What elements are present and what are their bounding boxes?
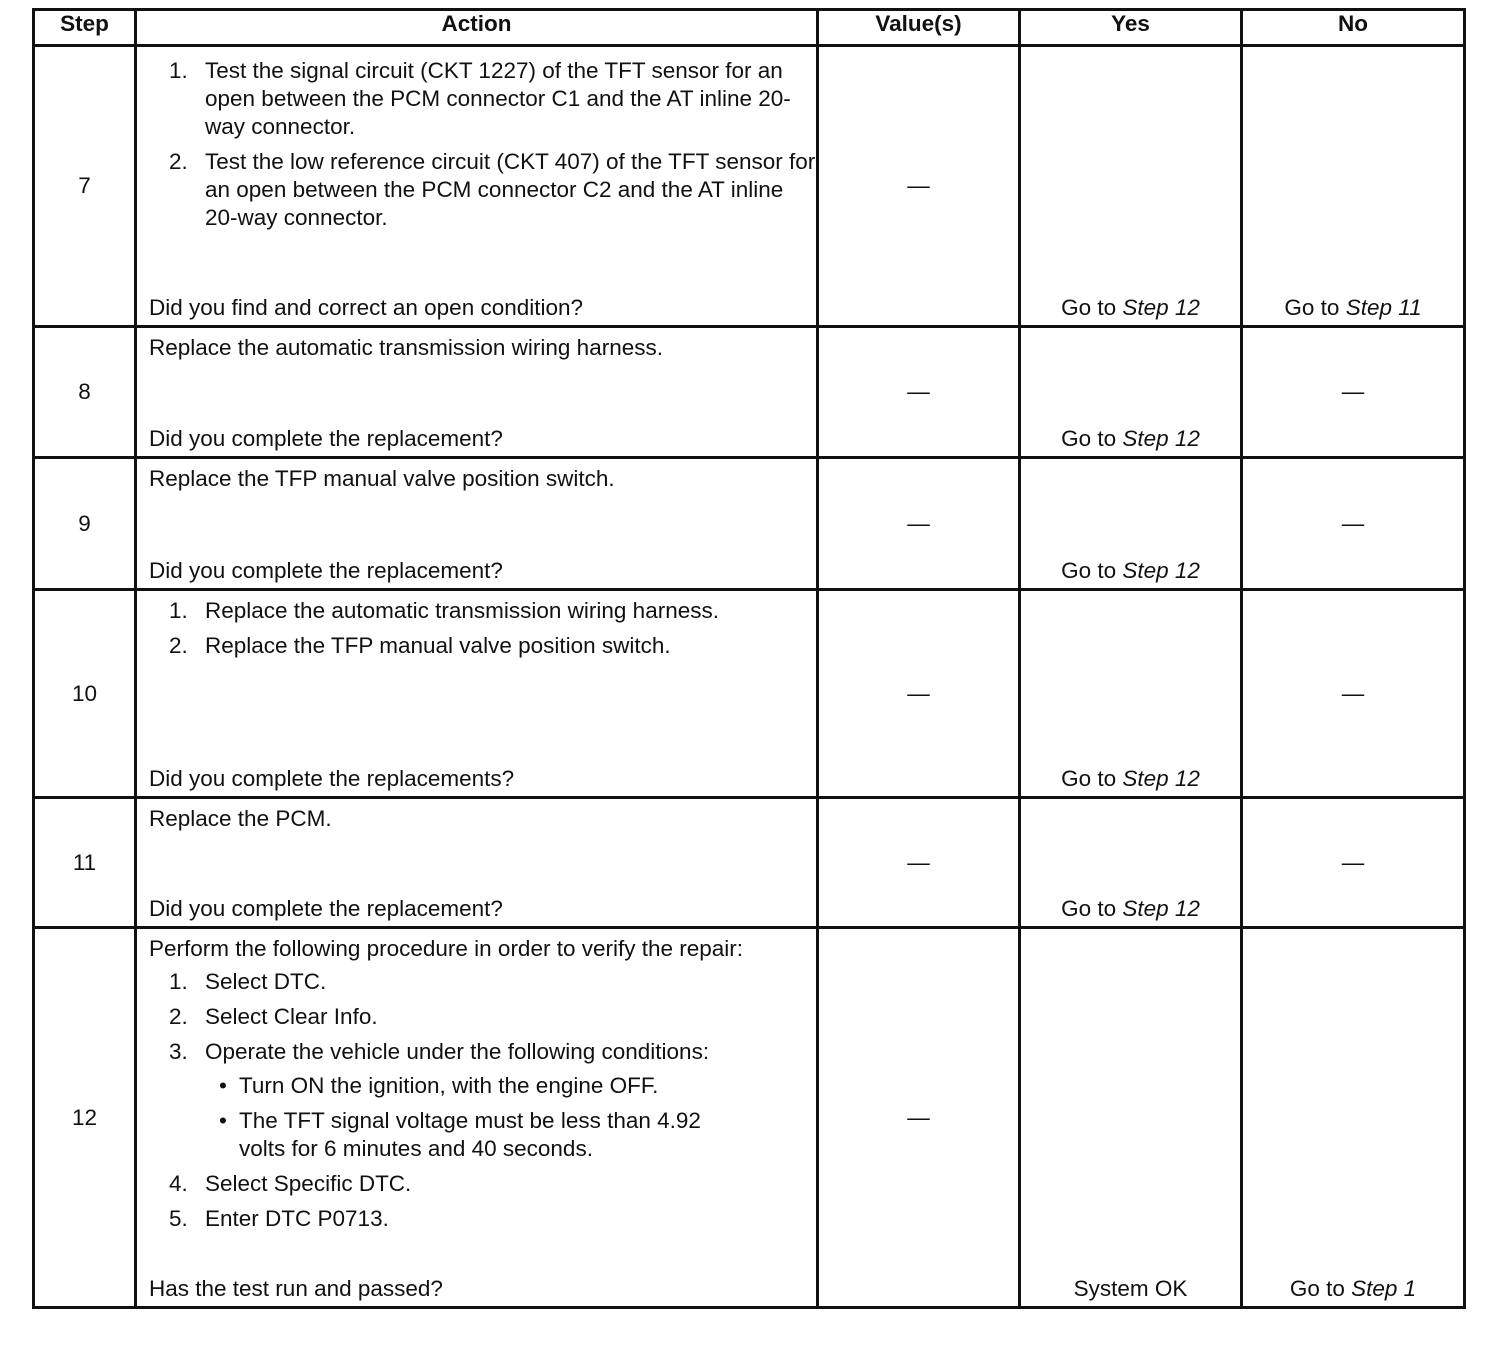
step-number: 11 <box>34 798 136 928</box>
step-number: 7 <box>34 46 136 327</box>
action-item: 2. Test the low reference circuit (CKT 407) of the TFT sensor for an open between the PCM connector C2 and the AT inline 20-way connector. <box>169 149 816 230</box>
action-cell <box>136 928 818 1308</box>
header-row <box>34 10 1465 46</box>
yes-cell <box>1020 46 1242 327</box>
action-intro: Perform the following procedure in order to verify the repair: <box>149 936 744 961</box>
action-cell <box>136 327 818 458</box>
no-goto-link[interactable]: Go to Step 1 <box>1289 1276 1417 1301</box>
action-item: 2. Replace the TFP manual valve position switch. <box>169 633 671 658</box>
value-cell: — <box>818 590 1020 798</box>
yes-result: System OK <box>1073 1276 1188 1301</box>
action-item: 1. Replace the automatic transmission wiring harness. <box>169 598 719 623</box>
yes-cell <box>1020 798 1242 928</box>
no-cell: — <box>1242 458 1465 590</box>
table-row-step-11 <box>34 798 1465 928</box>
action-text: Replace the TFP manual valve position switch. <box>149 466 615 491</box>
action-item: 4. Select Specific DTC. <box>169 1171 412 1196</box>
header-step: Step <box>34 10 136 46</box>
action-question: Did you complete the replacement? <box>149 426 503 451</box>
action-item: 1. Select DTC. <box>169 969 327 994</box>
yes-cell <box>1020 327 1242 458</box>
action-bullet: • The TFT signal voltage must be less than 4.92 volts for 6 minutes and 40 seconds. <box>219 1108 701 1161</box>
action-item: 2. Select Clear Info. <box>169 1004 378 1029</box>
yes-goto-link[interactable]: Go to Step 12 <box>1061 426 1200 451</box>
action-item: 1. Test the signal circuit (CKT 1227) of the TFT sensor for an open between the PCM connector C1 and the AT inline 20-way connector. <box>169 58 791 139</box>
step-number: 12 <box>34 928 136 1308</box>
action-bullet: • Turn ON the ignition, with the engine OFF. <box>219 1073 659 1098</box>
yes-cell <box>1020 458 1242 590</box>
table-row-step-7 <box>34 46 1465 327</box>
action-text: Replace the PCM. <box>149 806 332 831</box>
header-yes: Yes <box>1020 10 1242 46</box>
yes-cell <box>1020 590 1242 798</box>
value-cell: — <box>818 798 1020 928</box>
step-number: 9 <box>34 458 136 590</box>
action-cell <box>136 590 818 798</box>
step-number: 10 <box>34 590 136 798</box>
action-cell <box>136 458 818 590</box>
table-row-step-9 <box>34 458 1465 590</box>
diagnostic-table <box>32 8 1466 1309</box>
yes-goto-link[interactable]: Go to Step 12 <box>1061 558 1200 583</box>
yes-goto-link[interactable]: Go to Step 12 <box>1061 295 1200 320</box>
action-text: Replace the automatic transmission wiring harness. <box>149 335 663 360</box>
yes-cell <box>1020 928 1242 1308</box>
action-question: Did you find and correct an open condition? <box>149 295 584 320</box>
action-question: Did you complete the replacement? <box>149 896 503 921</box>
yes-goto-link[interactable]: Go to Step 12 <box>1061 766 1200 791</box>
action-item: 5. Enter DTC P0713. <box>169 1206 389 1231</box>
no-goto-link[interactable]: Go to Step 11 <box>1284 295 1422 320</box>
step-number: 8 <box>34 327 136 458</box>
action-question: Has the test run and passed? <box>149 1276 443 1301</box>
no-cell <box>1242 46 1465 327</box>
header-action: Action <box>136 10 818 46</box>
value-cell: — <box>818 327 1020 458</box>
action-cell <box>136 46 818 327</box>
no-cell: — <box>1242 798 1465 928</box>
value-cell: — <box>818 928 1020 1308</box>
no-cell: — <box>1242 590 1465 798</box>
value-cell: — <box>818 458 1020 590</box>
action-question: Did you complete the replacements? <box>149 766 515 791</box>
no-cell <box>1242 928 1465 1308</box>
table-row-step-12 <box>34 928 1465 1308</box>
action-item: 3. Operate the vehicle under the following conditions: • Turn ON the ignition, with the engine OFF. • The TFT signal voltage must be less than 4.92 volts for 6 minutes and 40 seconds. <box>137 1038 816 1163</box>
header-no: No <box>1242 10 1465 46</box>
table-row-step-8 <box>34 327 1465 458</box>
header-values: Value(s) <box>818 10 1020 46</box>
yes-goto-link[interactable]: Go to Step 12 <box>1061 896 1200 921</box>
value-cell: — <box>818 46 1020 327</box>
no-cell: — <box>1242 327 1465 458</box>
action-cell <box>136 798 818 928</box>
table-row-step-10 <box>34 590 1465 798</box>
action-question: Did you complete the replacement? <box>149 558 503 583</box>
